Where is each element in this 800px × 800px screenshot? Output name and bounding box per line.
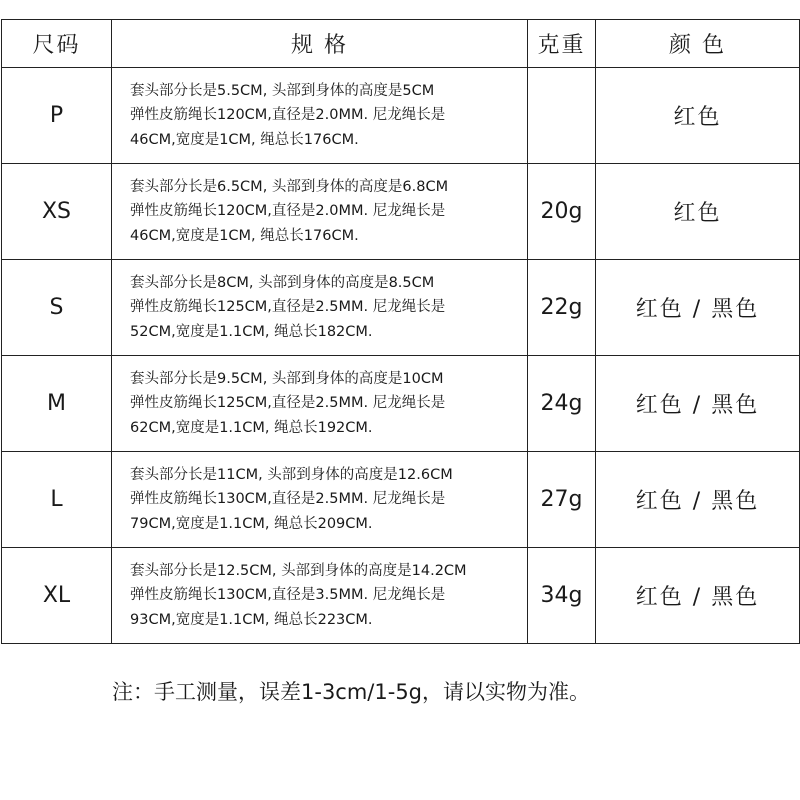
measurement-note: 注：手工测量，误差1-3cm/1-5g，请以实物为准。 [112,680,591,704]
spec-cell [112,452,528,548]
spec-line: 93CM,宽度是1.1CM, 绳总长223CM. [130,611,373,628]
table-row [2,164,800,260]
color-cell: 红色 / 黑色 [596,548,800,644]
spec-line: 套头部分长是8CM, 头部到身体的高度是8.5CM [130,274,435,291]
spec-cell [112,260,528,356]
color-cell: 红色 / 黑色 [596,356,800,452]
table-row [2,68,800,164]
color-cell: 红色 / 黑色 [596,260,800,356]
size-cell: M [2,356,112,452]
spec-line: 46CM,宽度是1CM, 绳总长176CM. [130,227,359,244]
table-row [2,356,800,452]
spec-line: 套头部分长是6.5CM, 头部到身体的高度是6.8CM [130,178,449,195]
header-color: 颜 色 [596,20,800,68]
table-header-row [2,20,800,68]
size-cell: P [2,68,112,164]
spec-line: 套头部分长是11CM, 头部到身体的高度是12.6CM [130,466,453,483]
table-row [2,260,800,356]
spec-cell [112,68,528,164]
size-cell: S [2,260,112,356]
spec-line: 弹性皮筋绳长125CM,直径是2.5MM. 尼龙绳长是 [130,299,446,316]
spec-line: 46CM,宽度是1CM, 绳总长176CM. [130,131,359,148]
spec-line: 套头部分长是12.5CM, 头部到身体的高度是14.2CM [130,562,467,579]
header-spec: 规 格 [112,20,528,68]
spec-line: 弹性皮筋绳长120CM,直径是2.0MM. 尼龙绳长是 [130,107,446,124]
weight-cell: 27g [528,452,596,548]
spec-line: 套头部分长是9.5CM, 头部到身体的高度是10CM [130,370,444,387]
spec-line: 62CM,宽度是1.1CM, 绳总长192CM. [130,419,373,436]
size-cell: XS [2,164,112,260]
weight-cell: 22g [528,260,596,356]
spec-line: 弹性皮筋绳长130CM,直径是2.5MM. 尼龙绳长是 [130,491,446,508]
spec-line: 套头部分长是5.5CM, 头部到身体的高度是5CM [130,82,435,99]
spec-line: 79CM,宽度是1.1CM, 绳总长209CM. [130,515,373,532]
weight-cell: 20g [528,164,596,260]
table-row [2,452,800,548]
spec-cell [112,356,528,452]
spec-line: 弹性皮筋绳长120CM,直径是2.0MM. 尼龙绳长是 [130,203,446,220]
weight-cell: 34g [528,548,596,644]
size-chart-table [1,19,800,644]
header-size: 尺码 [2,20,112,68]
header-weight: 克重 [528,20,596,68]
spec-line: 弹性皮筋绳长125CM,直径是2.5MM. 尼龙绳长是 [130,395,446,412]
size-cell: L [2,452,112,548]
color-cell: 红色 [596,164,800,260]
color-cell: 红色 / 黑色 [596,452,800,548]
spec-cell [112,164,528,260]
weight-cell: 24g [528,356,596,452]
spec-cell [112,548,528,644]
spec-line: 52CM,宽度是1.1CM, 绳总长182CM. [130,323,373,340]
color-cell: 红色 [596,68,800,164]
size-cell: XL [2,548,112,644]
weight-cell [528,68,596,164]
table-row [2,548,800,644]
spec-line: 弹性皮筋绳长130CM,直径是3.5MM. 尼龙绳长是 [130,587,446,604]
